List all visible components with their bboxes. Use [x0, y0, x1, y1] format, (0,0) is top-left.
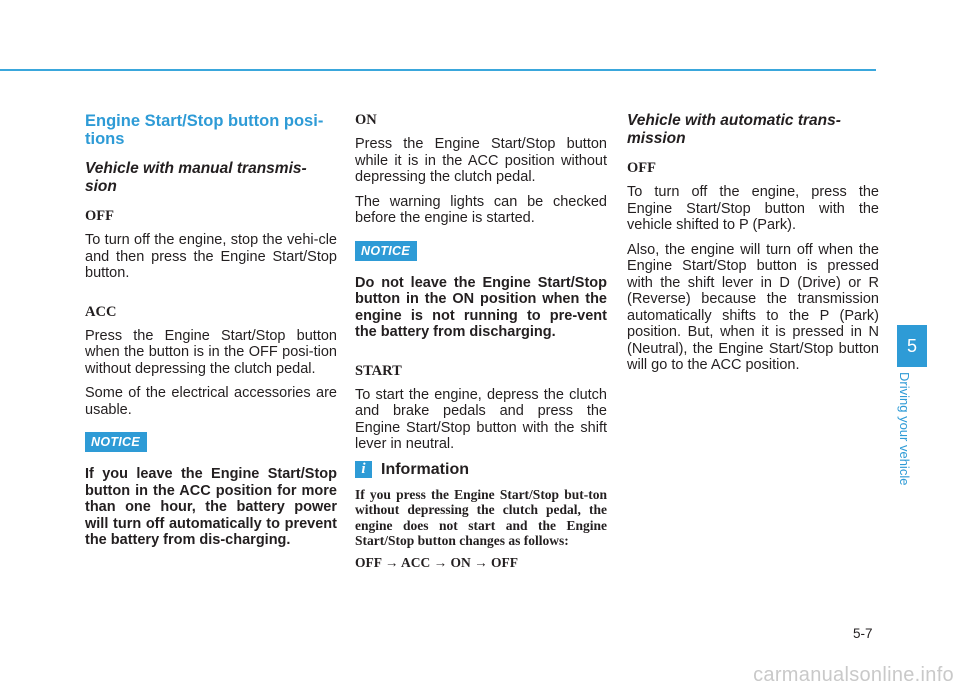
off-paragraph: To turn off the engine, stop the vehi-cle and then press the Engine Start/Stop button.	[85, 232, 337, 281]
off-heading: OFF	[627, 160, 656, 176]
notice-text: Do not leave the Engine Start/Stop button in the ON position when the engine is not running to pre-vent the battery from discharging.	[355, 274, 607, 340]
column-3	[627, 112, 879, 382]
start-paragraph: To start the engine, depress the clutch and brake pedals and press the Engine Start/Stop button with the shift lever in neutral.	[355, 386, 607, 452]
notice-badge: NOTICE	[355, 241, 417, 261]
page-number: 5-7	[853, 626, 873, 641]
acc-paragraph-2: Some of the electrical accessories are usable.	[85, 385, 337, 418]
watermark: carmanualsonline.info	[753, 664, 954, 686]
off-paragraph-1: To turn off the engine, press the Engine Start/Stop button with the vehicle shifted to P (Park).	[627, 184, 879, 233]
information-text: If you press the Engine Start/Stop but-ton without depressing the clutch pedal, the engine does not start and the Engine Start/Stop button changes as follows:	[355, 486, 607, 548]
acc-paragraph-1: Press the Engine Start/Stop button when the button is in the OFF posi-tion without depressing the clutch pedal.	[85, 327, 337, 377]
section-title: Engine Start/Stop button posi-tions	[85, 112, 324, 148]
on-paragraph-2: The warning lights can be checked before the engine is started.	[355, 193, 607, 226]
button-sequence: OFF → ACC → ON → OFF	[355, 554, 518, 570]
chapter-title: Driving your vehicle	[897, 372, 912, 486]
subsection-title-manual: Vehicle with manual transmis-sion	[85, 160, 307, 195]
acc-heading: ACC	[85, 303, 117, 320]
subsection-title-automatic: Vehicle with automatic trans-mission	[627, 112, 841, 147]
off-heading: OFF	[85, 208, 114, 224]
on-paragraph-1: Press the Engine Start/Stop button while it is in the ACC position without depressing the clutch pedal.	[355, 136, 607, 185]
information-icon: i	[355, 461, 372, 478]
column-1	[85, 112, 337, 557]
column-2	[355, 112, 607, 576]
on-heading: ON	[355, 112, 377, 128]
start-heading: START	[355, 362, 402, 379]
chapter-tab: 5	[897, 325, 927, 367]
information-header	[355, 461, 607, 479]
header-rule	[0, 69, 876, 71]
information-title: Information	[381, 460, 469, 478]
notice-text: If you leave the Engine Start/Stop button in the ACC position for more than one hour, the battery power will turn off automatically to prevent the battery from dis-charging.	[85, 466, 337, 548]
off-paragraph-2: Also, the engine will turn off when the Engine Start/Stop button is pressed with the shift lever in D (Drive) or R (Reverse) because the transmission automatically shifts to the P (Park) position. But, when it is pressed in N (Neutral), the Engine Start/Stop button will go to the ACC position.	[627, 241, 879, 373]
notice-badge: NOTICE	[85, 432, 147, 452]
